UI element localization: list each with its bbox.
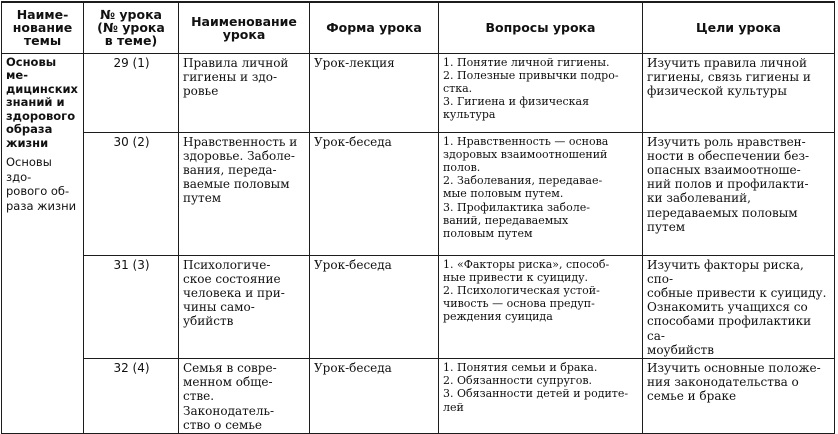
lesson-name: Психологиче- ское состояние человека и при- чины само- убийств [179, 255, 310, 358]
question-item: 1. Нравственность — основа здоровых взаимоотношений полов. [443, 134, 609, 174]
lesson-name: Семья в совре- менном обще- стве. Законодатель- ство о семье [179, 358, 310, 433]
question-item: 3. Гигиена и физическая культура [443, 95, 590, 122]
lesson-goals: Изучить роль нравствен- ности в обеспечении без- опасных взаимоотноше- ний полов и профилакти- ки заболеваний, передаваемых половым путем [643, 132, 835, 255]
table-row [2, 255, 835, 358]
question-item: 3. Профилактика заболе- ваний, передаваемых половым путем [443, 200, 590, 240]
lesson-number: 31 (3) [84, 255, 179, 358]
lesson-number: 29 (1) [84, 53, 179, 132]
question-item: 2. Обязанности супругов. [443, 374, 593, 388]
lesson-questions [439, 358, 643, 433]
lesson-goals: Изучить факторы риска, спо- собные привести к суициду. Ознакомить учащихся со способами профилактики са- моубийств [643, 255, 835, 358]
lesson-form: Урок-лекция [310, 53, 439, 132]
table-header-row [2, 2, 835, 53]
lesson-questions [439, 53, 643, 132]
header-lesson-form: Форма урока [310, 2, 439, 53]
lesson-questions [439, 132, 643, 255]
lesson-goals: Изучить основные положе- ния законодательства о семье и браке [643, 358, 835, 433]
topic-cell [2, 53, 84, 433]
lesson-goals: Изучить правила личной гигиены, связь гигиены и физической культуры [643, 53, 835, 132]
topic-subsection: Основы здо- рового об- раза жизни [6, 155, 77, 213]
question-item: 1. «Факторы риска», способ- ные привести к суициду. [443, 257, 610, 284]
topic-section: Основы ме- дицинских знаний и здорового образа жизни [6, 54, 78, 150]
lesson-number: 32 (4) [84, 358, 179, 433]
header-lesson-number: № урока (№ урока в теме) [84, 2, 179, 53]
lesson-form: Урок-беседа [310, 132, 439, 255]
header-topic: Наиме- нование темы [2, 2, 84, 53]
question-item: 1. Понятие личной гигиены. [443, 55, 610, 69]
header-questions: Вопросы урока [439, 2, 643, 53]
lesson-form: Урок-беседа [310, 358, 439, 433]
lesson-name: Нравственность и здоровье. Заболе- вания, переда- ваемые половым путем [179, 132, 310, 255]
lesson-plan-table [1, 1, 835, 434]
question-item: 1. Понятия семьи и брака. [443, 360, 598, 374]
table-row [2, 53, 835, 132]
lesson-form: Урок-беседа [310, 255, 439, 358]
question-item: 3. Обязанности детей и родите- лей [443, 387, 629, 414]
header-lesson-name: Наименование урока [179, 2, 310, 53]
lesson-questions [439, 255, 643, 358]
table-row [2, 358, 835, 433]
header-goals: Цели урока [643, 2, 835, 53]
question-item: 2. Психологическая устой- чивость — основа предуп- реждения суицида [443, 283, 600, 324]
table-row [2, 132, 835, 255]
question-item: 2. Заболевания, передавае- мые половым путем. [443, 174, 603, 201]
question-item: 2. Полезные привычки подро- стка. [443, 68, 619, 95]
lesson-name: Правила личной гигиены и здо- ровье [179, 53, 310, 132]
lesson-number: 30 (2) [84, 132, 179, 255]
